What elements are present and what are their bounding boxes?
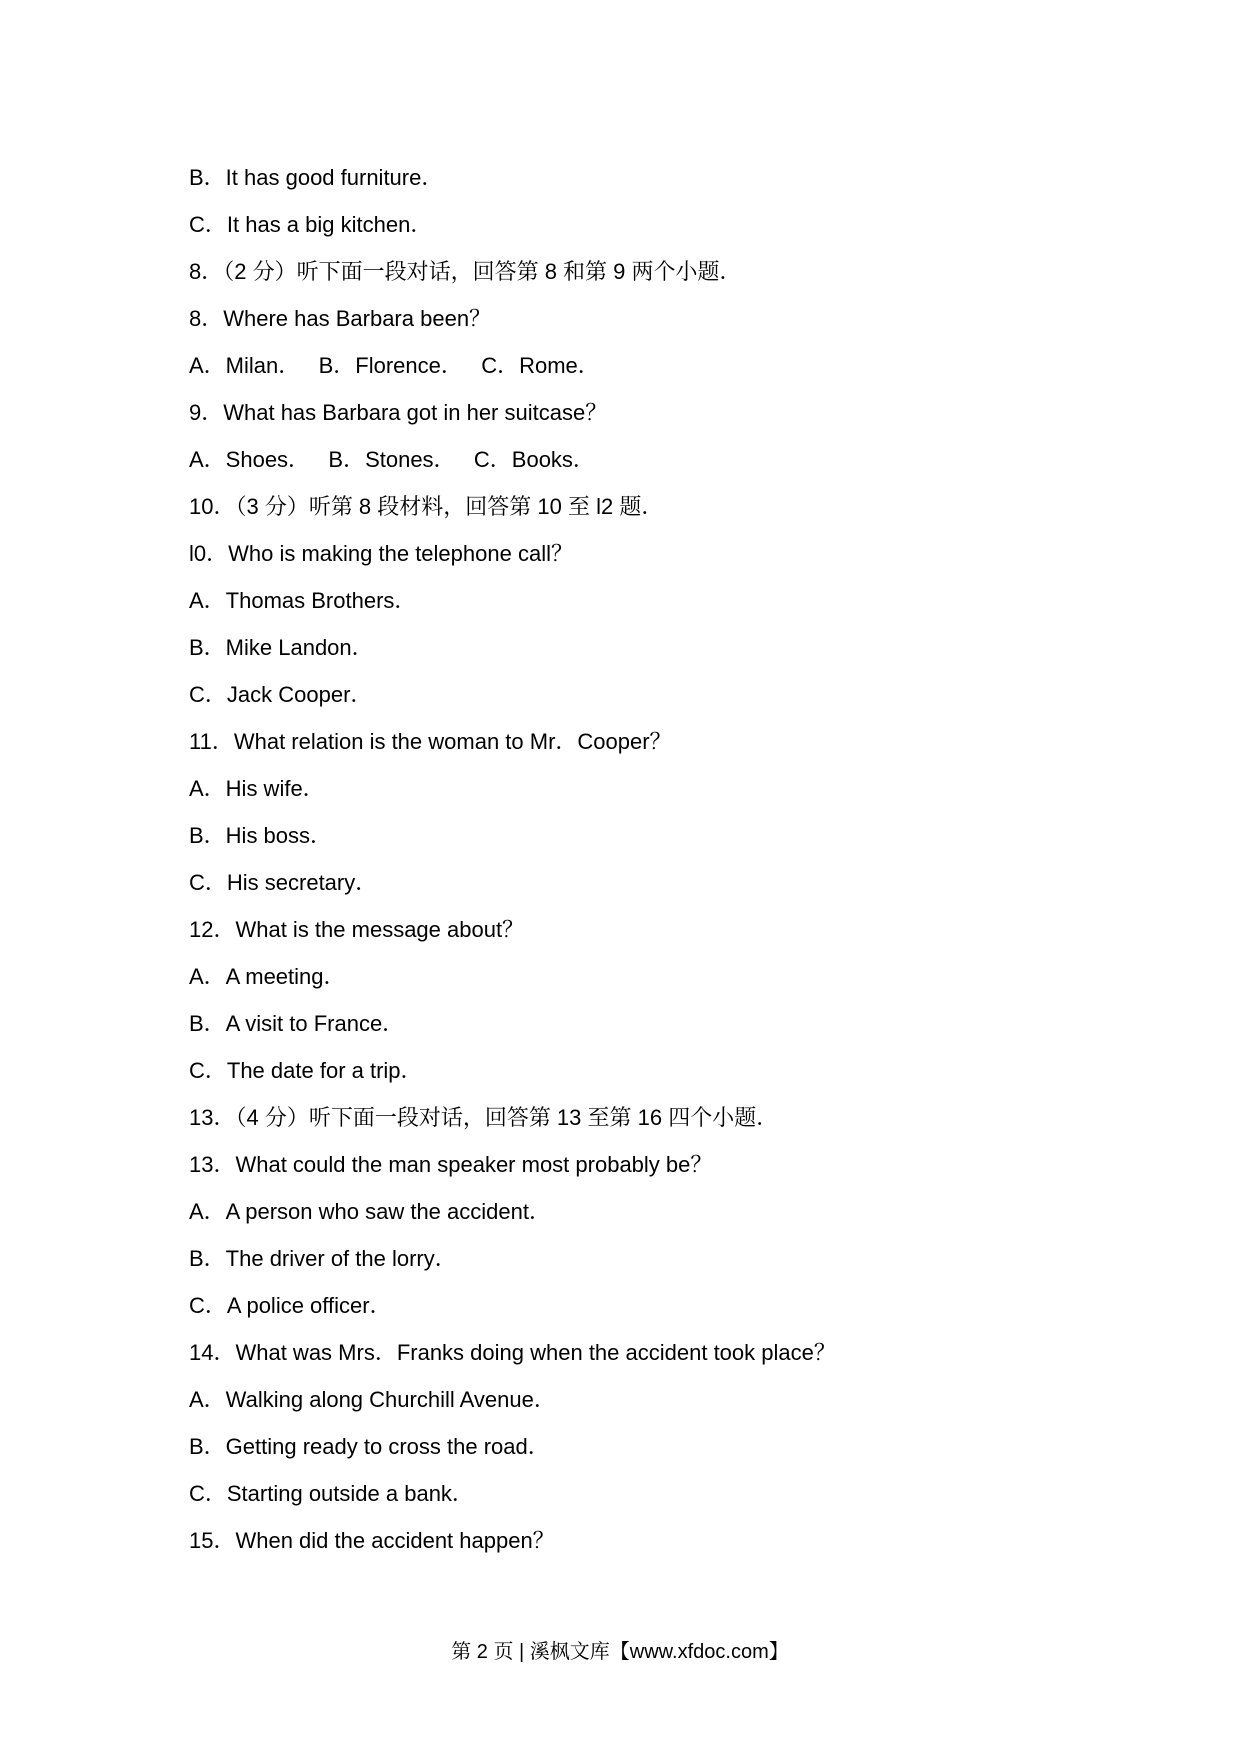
page-footer — [0, 1636, 1240, 1668]
option-line: B．The driver of the lorry． — [189, 1246, 457, 1271]
question-line: 11．What relation is the woman to Mr．Cooper？ — [189, 729, 672, 754]
question-line: l0．Who is making the telephone call？ — [189, 541, 573, 566]
option-line: C．Starting outside a bank． — [189, 1481, 474, 1506]
question-line: 8．Where has Barbara been？ — [189, 306, 492, 331]
question-line: 13．What could the man speaker most probably be？ — [189, 1152, 713, 1177]
section-heading: 10．（3 分）听第 8 段材料，回答第 10 至 l2 题． — [189, 494, 664, 519]
option-line: A．Thomas Brothers． — [189, 588, 417, 613]
option-line: B．Mike Landon． — [189, 635, 374, 660]
option-line: C．His secretary． — [189, 870, 378, 895]
question-line: 9．What has Barbara got in her suitcase？ — [189, 400, 608, 425]
section-heading: 13．（4 分）听下面一段对话，回答第 13 至第 16 四个小题． — [189, 1105, 779, 1130]
options-line: A．Milan． B．Florence． C．Rome． — [189, 353, 600, 378]
option-line: B．His boss． — [189, 823, 333, 848]
option-line: B．A visit to France． — [189, 1011, 405, 1036]
question-line: 14．What was Mrs．Franks doing when the accident took place？ — [189, 1340, 836, 1365]
option-line: A．Walking along Churchill Avenue． — [189, 1387, 556, 1412]
option-line: A．His wife． — [189, 776, 325, 801]
option-line: C．A police officer． — [189, 1293, 392, 1318]
site-link[interactable]: www.xfdoc.com — [629, 1641, 769, 1663]
option-line: A．A person who saw the accident． — [189, 1199, 551, 1224]
section-heading: 8．（2 分）听下面一段对话，回答第 8 和第 9 两个小题． — [189, 259, 742, 284]
option-line: A．A meeting． — [189, 964, 346, 989]
footer-bracket: 】 — [768, 1641, 789, 1663]
options-line: A．Shoes． B．Stones． C．Books． — [189, 447, 595, 472]
option-line: C．Jack Cooper． — [189, 682, 373, 707]
page-label: 第 2 页 | 溪枫文库【 — [451, 1641, 630, 1663]
text-line: C．It has a big kitchen． — [189, 212, 433, 237]
option-line: C．The date for a trip． — [189, 1058, 423, 1083]
question-line: 12．What is the message about？ — [189, 917, 525, 942]
question-list — [189, 160, 1169, 1570]
question-line: 15．When did the accident happen？ — [189, 1528, 555, 1553]
option-line: B．Getting ready to cross the road． — [189, 1434, 550, 1459]
text-line: B．It has good furniture． — [189, 165, 444, 190]
